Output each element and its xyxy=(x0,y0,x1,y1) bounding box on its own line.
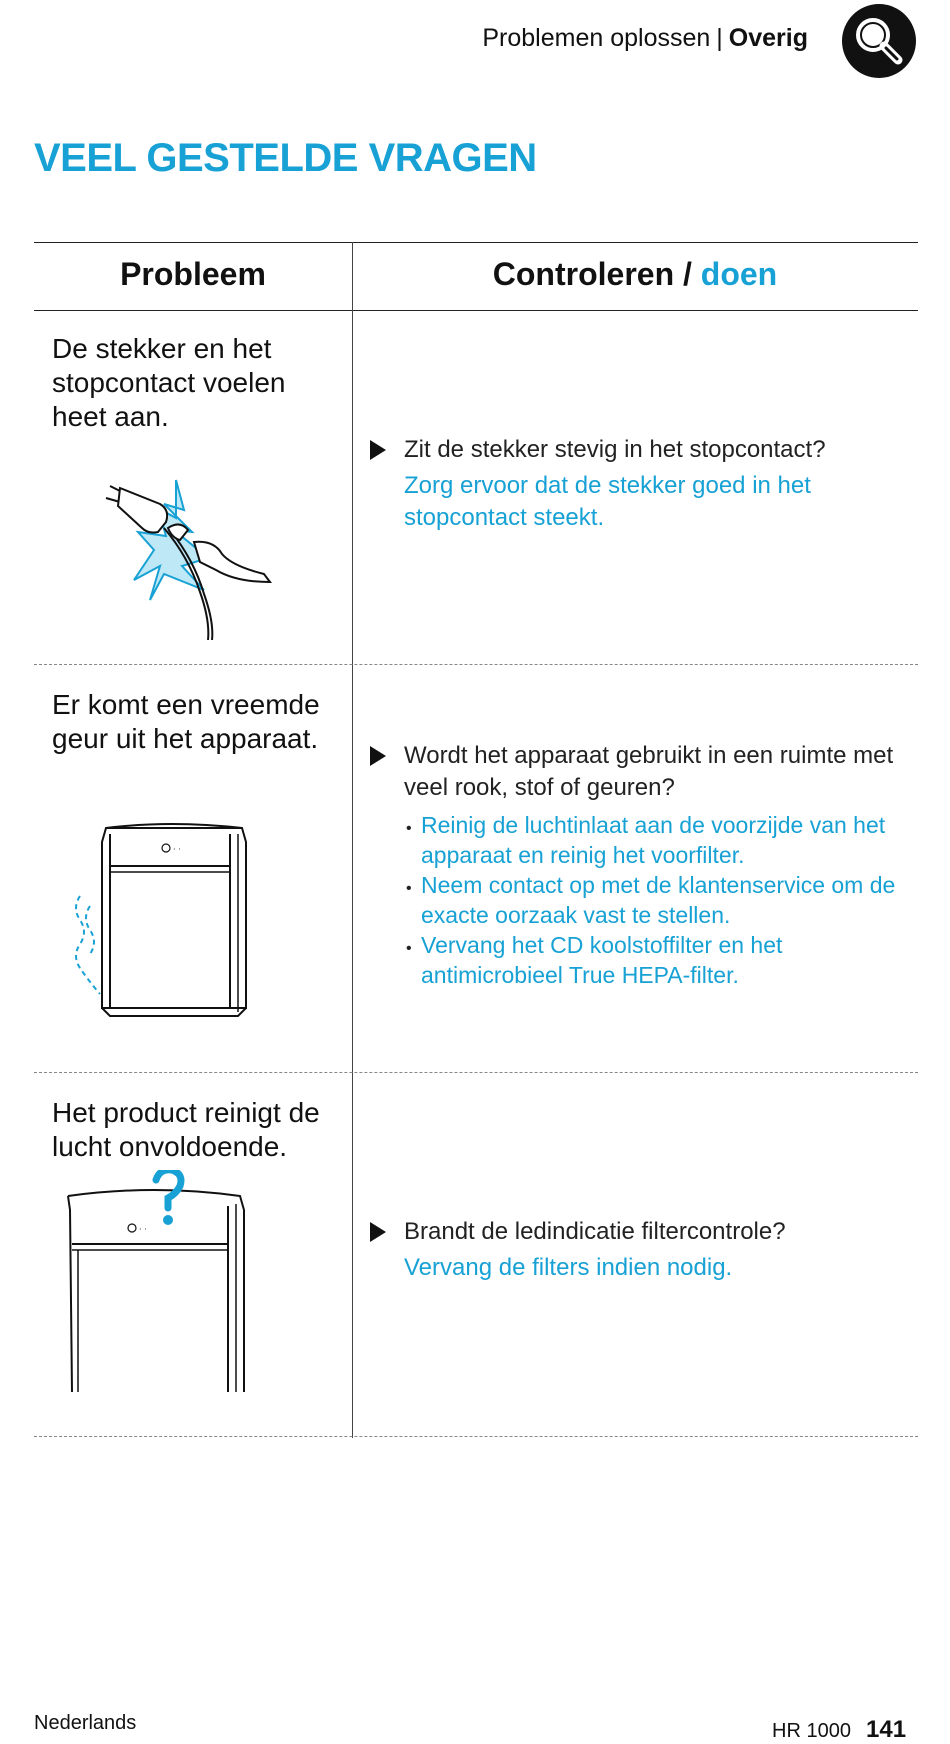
bullet-text: Reinig de luchtinlaat aan de voorzijde van het apparaat en reinig het voorfilter. xyxy=(421,812,886,868)
plug-spark-illustration xyxy=(104,470,284,645)
bullet-text: Vervang het CD koolstoffilter en het antimicrobieel True HEPA-filter. xyxy=(421,932,783,988)
row-divider xyxy=(34,664,918,665)
check-question xyxy=(368,740,908,804)
action-label: doen xyxy=(700,256,778,292)
check-block xyxy=(368,434,908,534)
header-separator: | xyxy=(716,24,723,52)
section-label: Problemen oplossen xyxy=(482,24,711,52)
arrow-right-icon xyxy=(370,440,386,460)
check-question xyxy=(368,434,908,466)
header-slash: / xyxy=(683,256,692,292)
action-list xyxy=(368,810,908,990)
question-text: Zit de stekker stevig in het stopcontact? xyxy=(404,436,826,463)
table-header-rule xyxy=(34,310,918,311)
check-answer: Vervang de filters indien nodig. xyxy=(404,1254,733,1281)
magnifier-icon xyxy=(842,4,916,78)
question-text: Wordt het apparaat gebruikt in een ruimte met veel rook, stof of geuren? xyxy=(404,742,894,801)
page-number: 141 xyxy=(866,1716,907,1743)
bullet-icon: • xyxy=(406,820,412,837)
bullet-icon: • xyxy=(406,880,412,897)
purifier-question-illustration xyxy=(64,1170,254,1401)
bullet-text: Neem contact op met de klantenservice om de exacte oorzaak vast te stellen. xyxy=(421,872,896,928)
check-label: Controleren xyxy=(492,256,675,292)
arrow-right-icon xyxy=(370,746,386,766)
purifier-odor-illustration xyxy=(70,812,260,1037)
arrow-right-icon xyxy=(370,1222,386,1242)
bullet-icon: • xyxy=(406,940,412,957)
problem-text: Het product reinigt de lucht onvoldoende. xyxy=(52,1097,320,1162)
question-text: Brandt de ledindicatie filtercontrole? xyxy=(404,1218,786,1245)
footer-model: HR 1000 xyxy=(772,1720,851,1742)
list-item xyxy=(404,810,908,870)
svg-text:· ·: · · xyxy=(139,1225,147,1234)
table-top-rule xyxy=(34,242,918,243)
page-title: VEEL GESTELDE VRAGEN xyxy=(34,136,537,180)
list-item xyxy=(404,870,908,930)
row-divider xyxy=(34,1072,918,1073)
list-item xyxy=(404,930,908,990)
problem-text: Er komt een vreemde geur uit het apparaat. xyxy=(52,689,320,754)
svg-text:· ·: · · xyxy=(173,845,181,854)
check-question xyxy=(368,1216,908,1248)
column-header-problem: Probleem xyxy=(120,256,266,292)
check-answer: Zorg ervoor dat de stekker goed in het stopcontact steekt. xyxy=(404,472,811,531)
check-block xyxy=(368,740,908,990)
footer-language: Nederlands xyxy=(34,1712,137,1734)
subsection-label: Overig xyxy=(728,24,808,52)
problem-text: De stekker en het stopcontact voelen heet aan. xyxy=(52,333,286,432)
table-column-divider xyxy=(352,242,353,1438)
page-header xyxy=(482,24,808,53)
row-divider xyxy=(34,1436,918,1437)
column-header-check xyxy=(352,256,918,293)
check-block xyxy=(368,1216,908,1284)
